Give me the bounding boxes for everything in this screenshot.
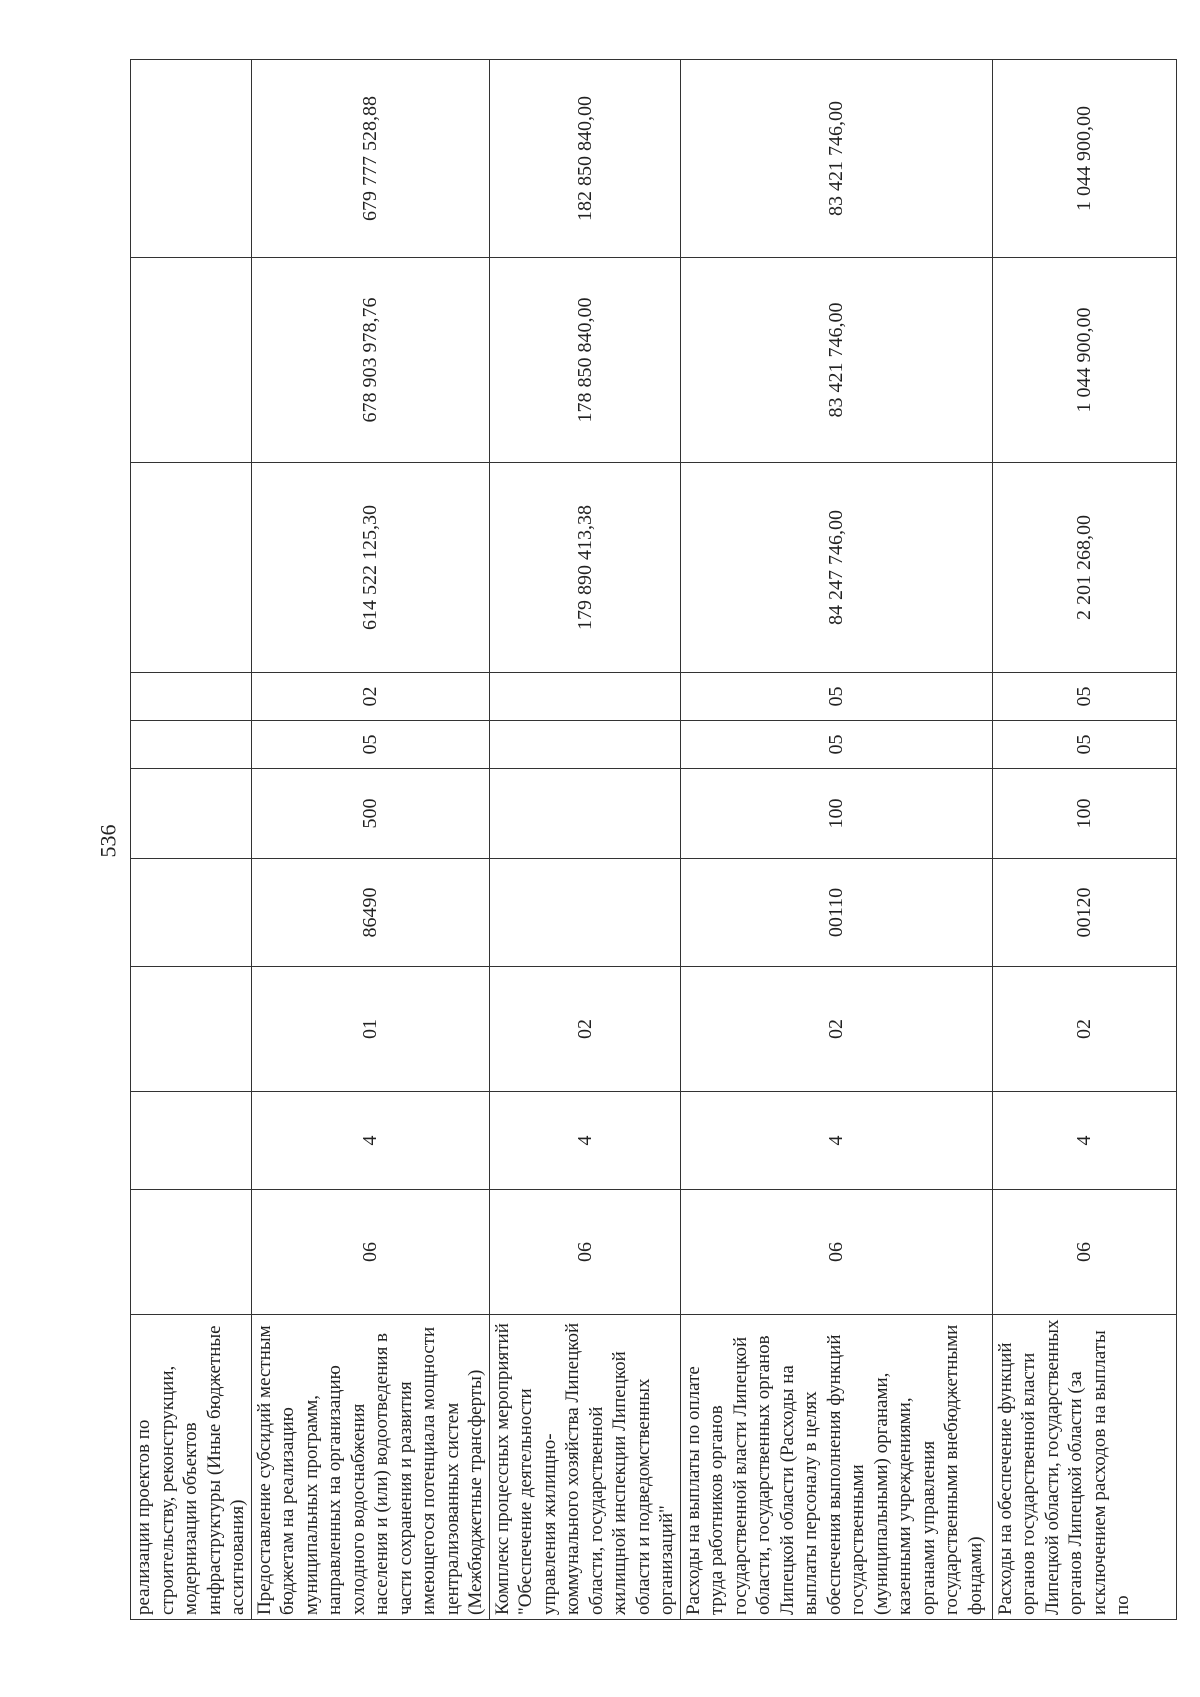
cell-expense-type: 100 xyxy=(680,769,992,859)
cell-program: 06 xyxy=(489,1190,680,1315)
cell-direction xyxy=(489,859,680,967)
row-name: Предоставление субсидий местным бюджетам на реализацию муниципальных программ, направленных на организацию холодного водоснабжения населения и (или) водоотведения в части сохранения и развития имеющегося потенциала мощности централизованных систем (Межбюджетные трансферты) xyxy=(251,1315,489,1620)
cell-amount-year1 xyxy=(131,463,252,673)
cell-subsection: 05 xyxy=(680,673,992,721)
cell-expense-type xyxy=(131,769,252,859)
cell-amount-year2: 83 421 746,00 xyxy=(680,258,992,463)
cell-program: 06 xyxy=(680,1190,992,1315)
cell-event: 02 xyxy=(992,967,1176,1092)
cell-subsection: 02 xyxy=(251,673,489,721)
cell-direction: 00120 xyxy=(992,859,1176,967)
cell-program: 06 xyxy=(992,1190,1176,1315)
cell-amount-year3: 679 777 528,88 xyxy=(251,60,489,258)
cell-subsection xyxy=(489,673,680,721)
cell-amount-year1: 84 247 746,00 xyxy=(680,463,992,673)
cell-amount-year2: 678 903 978,76 xyxy=(251,258,489,463)
cell-direction xyxy=(131,859,252,967)
cell-subprogram xyxy=(131,1092,252,1190)
cell-section: 05 xyxy=(992,721,1176,769)
page-number: 536 xyxy=(95,824,121,858)
cell-expense-type: 100 xyxy=(992,769,1176,859)
cell-amount-year2: 1 044 900,00 xyxy=(992,258,1176,463)
cell-subprogram: 4 xyxy=(680,1092,992,1190)
cell-event xyxy=(131,967,252,1092)
row-name: Расходы на выплаты по оплате труда работников органов государственной власти Липецкой области, государственных органов Липецкой области (Расходы на выплаты персоналу в целях обеспечения выполнения функций государственными (муниципальными) органами, казенными учреждениями, органами управления государственными внебюджетными фондами) xyxy=(680,1315,992,1620)
cell-expense-type: 500 xyxy=(251,769,489,859)
cell-section: 05 xyxy=(680,721,992,769)
row-name: реализации проектов по строительству, реконструкции, модернизации объектов инфраструктуры (Иные бюджетные ассигнования) xyxy=(131,1315,252,1620)
cell-expense-type xyxy=(489,769,680,859)
cell-event: 02 xyxy=(489,967,680,1092)
cell-amount-year3: 182 850 840,00 xyxy=(489,60,680,258)
table-row xyxy=(131,60,252,1620)
cell-amount-year2: 178 850 840,00 xyxy=(489,258,680,463)
cell-amount-year3: 83 421 746,00 xyxy=(680,60,992,258)
row-name: Комплекс процессных мероприятий "Обеспечение деятельности управления жилищно-коммунального хозяйства Липецкой области, государственной жилищной инспекции Липецкой области и подведомственных организаций" xyxy=(489,1315,680,1620)
cell-amount-year2 xyxy=(131,258,252,463)
table-row xyxy=(489,60,680,1620)
cell-amount-year3 xyxy=(131,60,252,258)
row-name: Расходы на обеспечение функций органов государственной власти Липецкой области, государственных органов Липецкой области (за исключением расходов на выплаты по xyxy=(992,1315,1176,1620)
cell-event: 01 xyxy=(251,967,489,1092)
cell-amount-year1: 179 890 413,38 xyxy=(489,463,680,673)
cell-subprogram: 4 xyxy=(251,1092,489,1190)
cell-section: 05 xyxy=(251,721,489,769)
cell-section xyxy=(489,721,680,769)
table-row xyxy=(251,60,489,1620)
cell-program: 06 xyxy=(251,1190,489,1315)
cell-amount-year1: 2 201 268,00 xyxy=(992,463,1176,673)
cell-amount-year3: 1 044 900,00 xyxy=(992,60,1176,258)
table-row xyxy=(680,60,992,1620)
table-frame xyxy=(130,60,1133,1620)
cell-event: 02 xyxy=(680,967,992,1092)
cell-subsection: 05 xyxy=(992,673,1176,721)
cell-amount-year1: 614 522 125,30 xyxy=(251,463,489,673)
cell-section xyxy=(131,721,252,769)
cell-direction: 86490 xyxy=(251,859,489,967)
table-row xyxy=(992,60,1176,1620)
cell-subprogram: 4 xyxy=(489,1092,680,1190)
cell-direction: 00110 xyxy=(680,859,992,967)
cell-subprogram: 4 xyxy=(992,1092,1176,1190)
budget-table xyxy=(130,59,1177,1620)
table-rotated-container xyxy=(130,60,1133,1620)
cell-subsection xyxy=(131,673,252,721)
cell-program xyxy=(131,1190,252,1315)
